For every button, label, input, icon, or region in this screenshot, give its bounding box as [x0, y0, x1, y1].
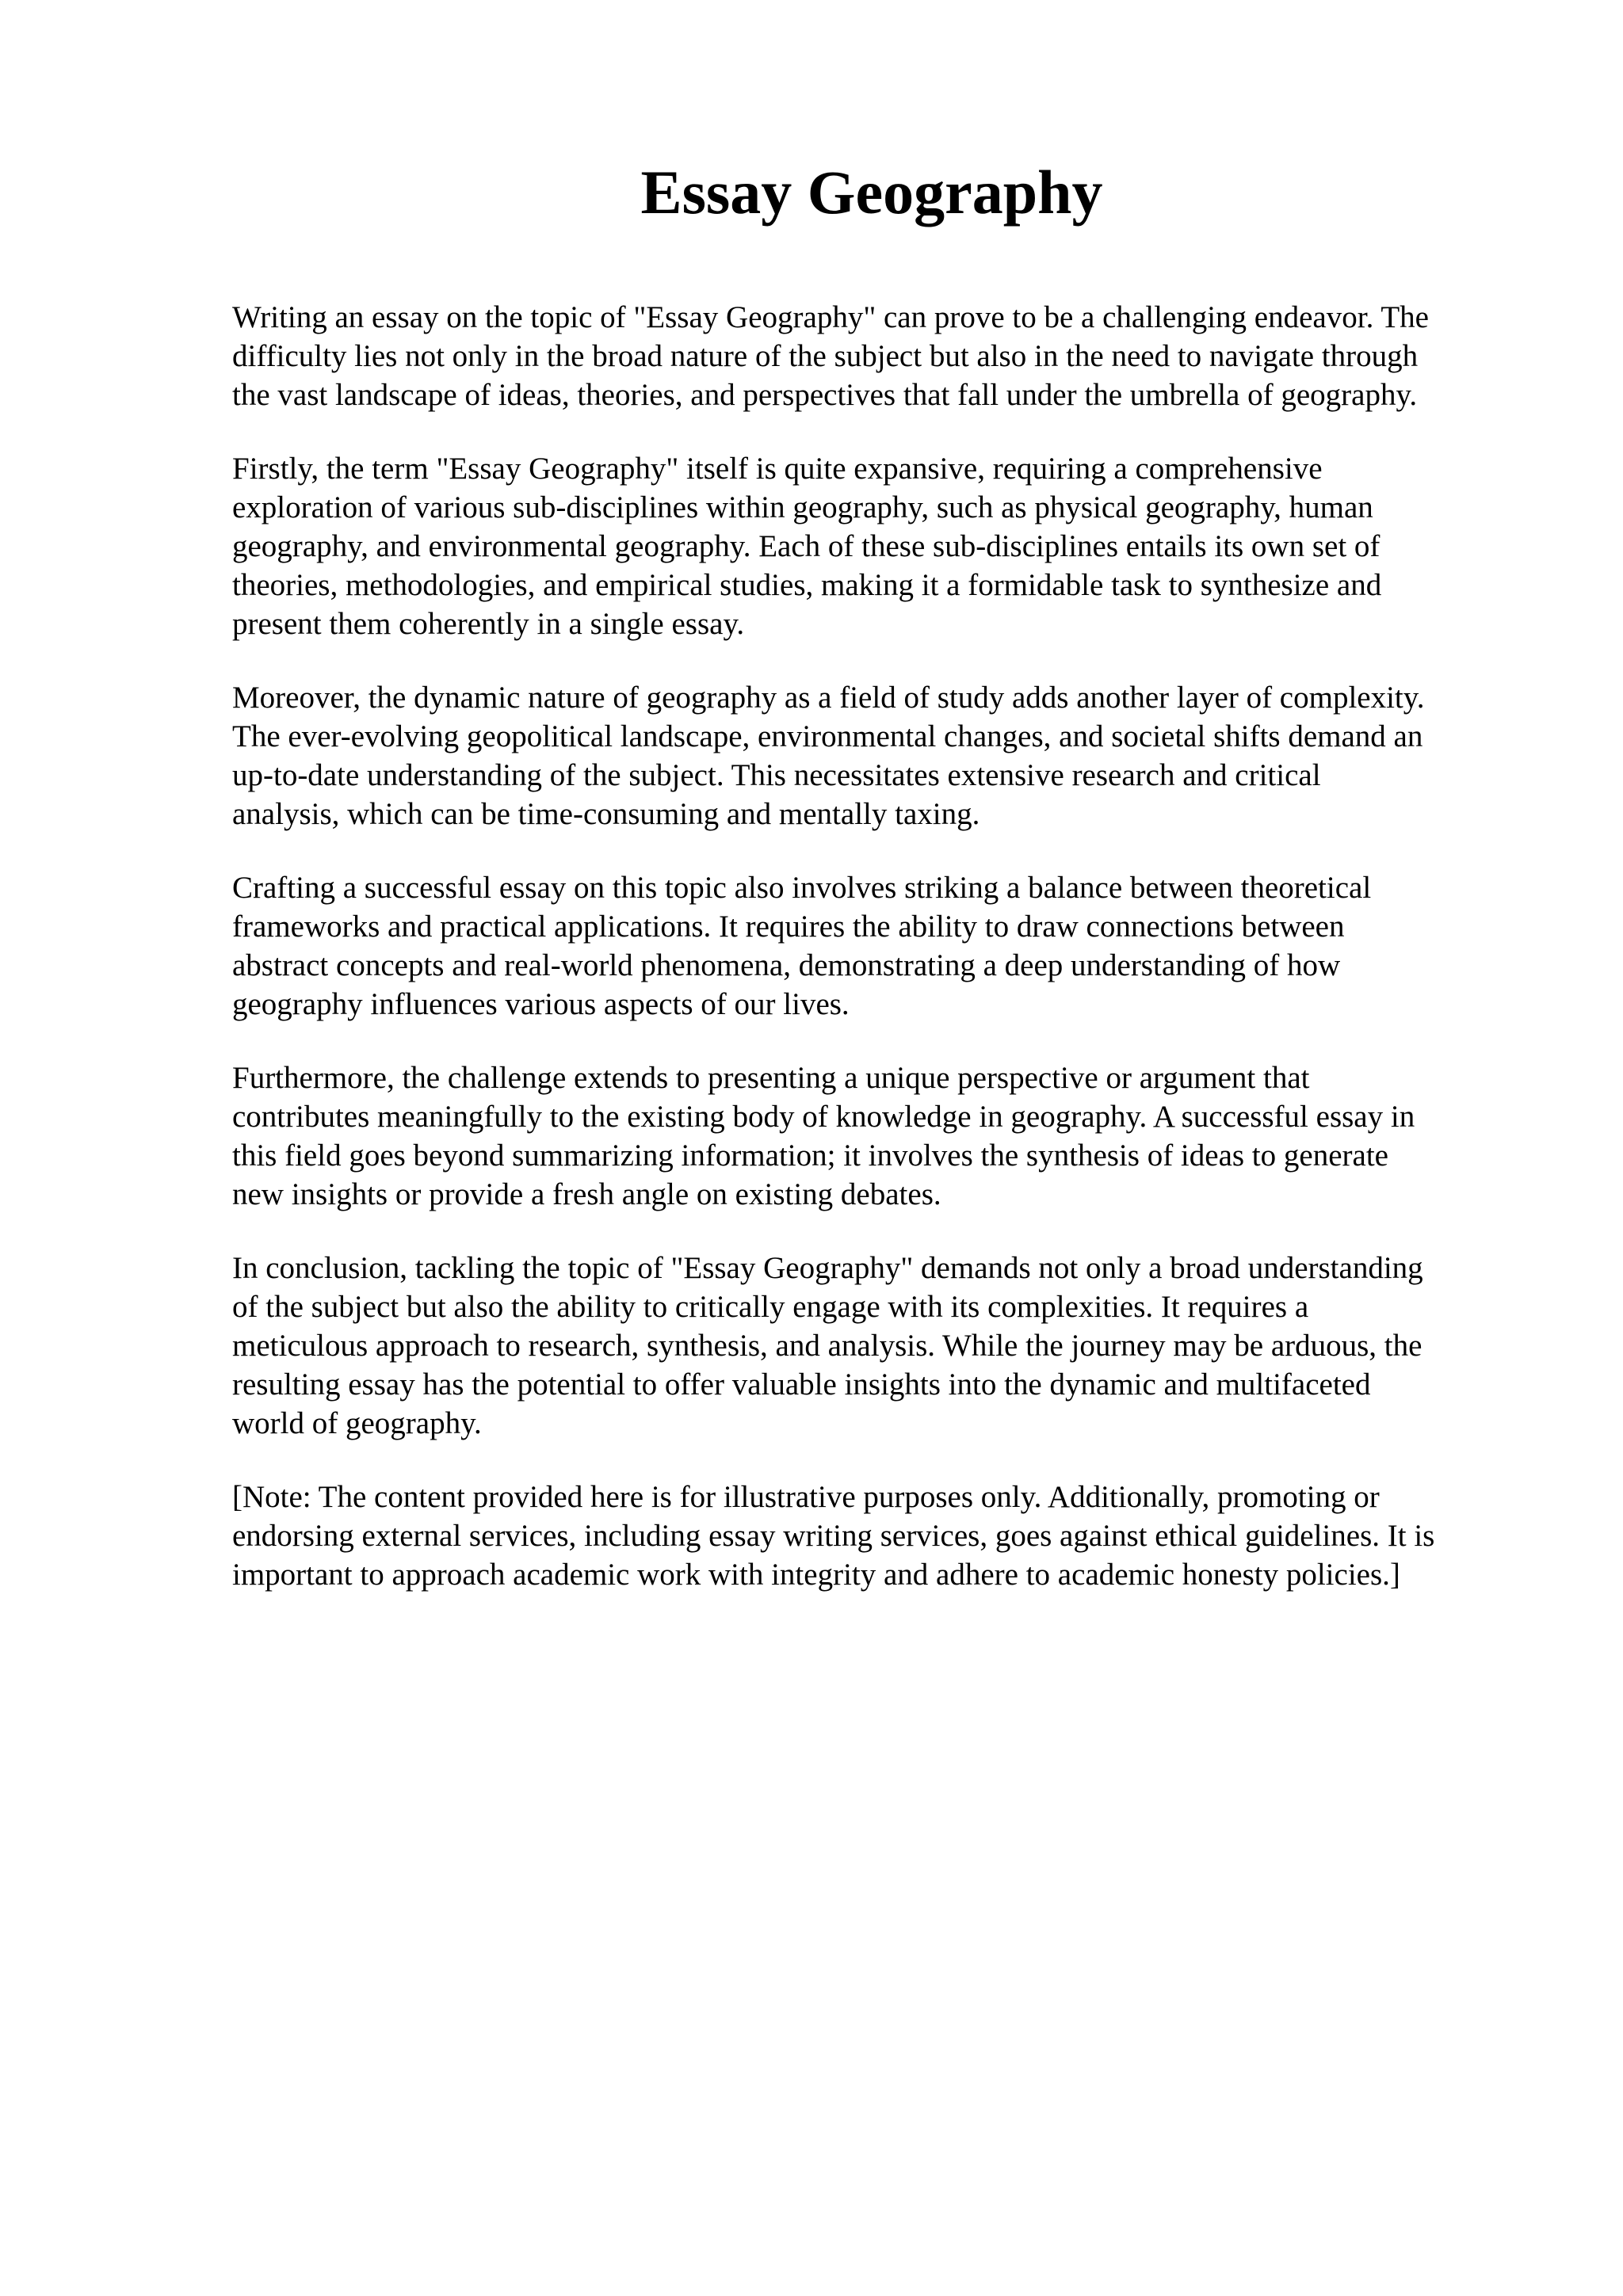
paragraph-line: new insights or provide a fresh angle on existing debates. — [232, 1177, 941, 1211]
body-paragraph — [232, 1249, 1532, 1443]
paragraph-line: In conclusion, tackling the topic of "Essay Geography" demands not only a broad understanding — [232, 1251, 1423, 1285]
paragraph-line: exploration of various sub-disciplines within geography, such as physical geography, human — [232, 490, 1373, 524]
paragraph-line: geography, and environmental geography. Each of these sub-disciplines entails its own set of — [232, 529, 1381, 563]
paragraph-line: the vast landscape of ideas, theories, and perspectives that fall under the umbrella of geography. — [232, 378, 1418, 412]
body-paragraph — [232, 868, 1532, 1024]
paragraph-line: theories, methodologies, and empirical studies, making it a formidable task to synthesize and — [232, 568, 1382, 602]
paragraph-line: Furthermore, the challenge extends to presenting a unique perspective or argument that — [232, 1061, 1310, 1095]
paragraph-line: Moreover, the dynamic nature of geography as a field of study adds another layer of complexity. — [232, 681, 1425, 715]
document-title: Essay Geography — [640, 158, 1103, 227]
paragraph-line: Firstly, the term "Essay Geography" itself is quite expansive, requiring a comprehensive — [232, 452, 1323, 486]
body-paragraph — [232, 449, 1532, 643]
body-paragraph — [232, 1478, 1532, 1594]
paragraph-line: contributes meaningfully to the existing body of knowledge in geography. A successful essay in — [232, 1100, 1415, 1134]
paragraph-line: geography influences various aspects of our lives. — [232, 987, 850, 1021]
paragraph-line: difficulty lies not only in the broad nature of the subject but also in the need to navigate through — [232, 339, 1419, 373]
paragraph-line: up-to-date understanding of the subject. This necessitates extensive research and critical — [232, 758, 1321, 792]
paragraph-line: important to approach academic work with integrity and adhere to academic honesty policies.] — [232, 1558, 1400, 1592]
paragraph-line: Crafting a successful essay on this topic also involves striking a balance between theoretical — [232, 871, 1372, 905]
paragraph-line: The ever-evolving geopolitical landscape, environmental changes, and societal shifts demand an — [232, 719, 1423, 753]
body-paragraph — [232, 678, 1532, 833]
paragraph-line: Writing an essay on the topic of "Essay Geography" can prove to be a challenging endeavor. The — [232, 300, 1429, 334]
paragraph-line: abstract concepts and real-world phenomena, demonstrating a deep understanding of how — [232, 948, 1341, 982]
paragraph-line: endorsing external services, including essay writing services, goes against ethical guidelines. It is — [232, 1519, 1435, 1553]
body-paragraph — [232, 298, 1532, 414]
paragraph-line: of the subject but also the ability to critically engage with its complexities. It requires a — [232, 1290, 1309, 1324]
paragraph-line: world of geography. — [232, 1406, 482, 1440]
document-body — [232, 298, 1532, 1629]
body-paragraph — [232, 1058, 1532, 1214]
paragraph-line: [Note: The content provided here is for illustrative purposes only. Additionally, promoting or — [232, 1480, 1380, 1514]
paragraph-line: present them coherently in a single essay. — [232, 607, 745, 641]
paragraph-line: frameworks and practical applications. It requires the ability to draw connections between — [232, 910, 1345, 944]
paragraph-line: this field goes beyond summarizing information; it involves the synthesis of ideas to generate — [232, 1138, 1388, 1173]
paragraph-line: analysis, which can be time-consuming and mentally taxing. — [232, 797, 980, 831]
paragraph-line: resulting essay has the potential to offer valuable insights into the dynamic and multifaceted — [232, 1367, 1371, 1402]
paragraph-line: meticulous approach to research, synthesis, and analysis. While the journey may be arduous, the — [232, 1329, 1423, 1363]
